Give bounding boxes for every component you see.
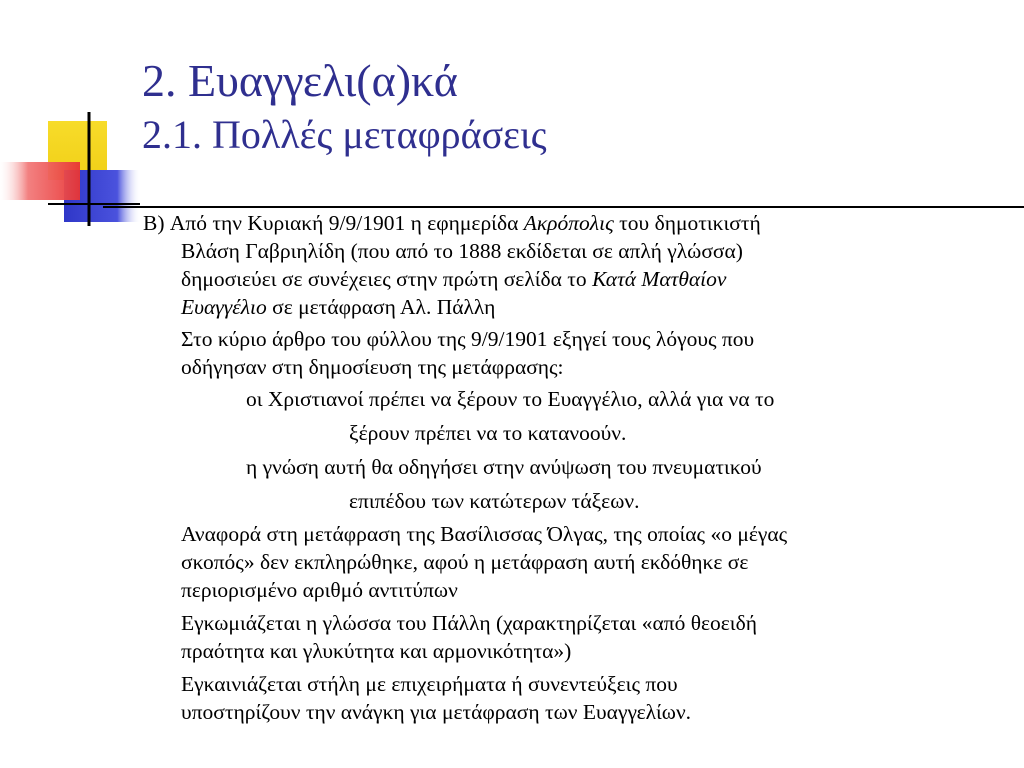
slide-title: 2. Ευαγγελι(α)κά	[142, 55, 458, 106]
body-line: οι Χριστιανοί πρέπει να ξέρουν το Ευαγγέλιο, αλλά για να το	[246, 387, 775, 411]
paragraph-new-column	[0, 670, 1024, 726]
body-line: υποστηρίζουν την ανάγκη για μετάφραση των Ευαγγελίων.	[181, 700, 692, 724]
body-line: σκοπός» δεν εκπληρώθηκε, αφού η μετάφραση αυτή εκδόθηκε σε	[181, 550, 749, 574]
logo-red-bar	[0, 162, 80, 200]
title-divider	[103, 206, 1024, 208]
slide-subtitle: 2.1. Πολλές μεταφράσεις	[142, 112, 547, 157]
paragraph-pallis-language	[0, 609, 1024, 665]
paragraph-queen-olga	[0, 520, 1024, 604]
body-line: επιπέδου των κατώτερων τάξεων.	[349, 489, 640, 513]
slide-title-block	[142, 52, 1002, 160]
gospel-title-continued: Ευαγγέλιο	[181, 295, 267, 319]
slide-body	[0, 209, 1024, 726]
body-line: Στο κύριο άρθρο του φύλλου της 9/9/1901 εξηγεί τους λόγους που	[181, 327, 755, 351]
slide-logo-graphic	[0, 0, 160, 240]
body-line: Βλάση Γαβριηλίδη (που από το 1888 εκδίδεται σε απλή γλώσσα)	[181, 239, 743, 263]
body-line: η γνώση αυτή θα οδηγήσει στην ανύψωση του πνευματικού	[246, 455, 762, 479]
paragraph-b-akropolis	[0, 209, 1024, 321]
body-line: πραότητα και γλυκύτητα και αρμονικότητα»)	[181, 639, 572, 663]
newspaper-name: Ακρόπολις	[523, 211, 614, 235]
body-line: Εγκαινιάζεται στήλη με επιχειρήματα ή συνεντεύξεις που	[181, 672, 678, 696]
body-line: ξέρουν πρέπει να το κατανοούν.	[349, 421, 627, 445]
body-line: Αναφορά στη μετάφραση της Βασίλισσας Όλγας, της οποίας «ο μέγας	[181, 522, 788, 546]
body-line: B) Από την Κυριακή 9/9/1901 η εφημερίδα Ακρόπολις του δημοτικιστή	[143, 211, 761, 235]
paragraph-reason-2	[0, 453, 1024, 515]
body-line: δημοσιεύει σε συνέχειες στην πρώτη σελίδα το Κατά Ματθαίον	[181, 267, 727, 291]
body-line: οδήγησαν στη δημοσίευση της μετάφρασης:	[181, 355, 564, 379]
body-line: Εγκωμιάζεται η γλώσσα του Πάλλη (χαρακτηρίζεται «από θεοειδή	[181, 611, 757, 635]
gospel-title: Κατά Ματθαίον	[592, 267, 727, 291]
body-line: Ευαγγέλιο σε μετάφραση Αλ. Πάλλη	[181, 295, 496, 319]
body-line: περιορισμένο αριθμό αντιτύπων	[181, 578, 458, 602]
paragraph-main-article	[0, 325, 1024, 381]
paragraph-reason-1	[0, 385, 1024, 447]
